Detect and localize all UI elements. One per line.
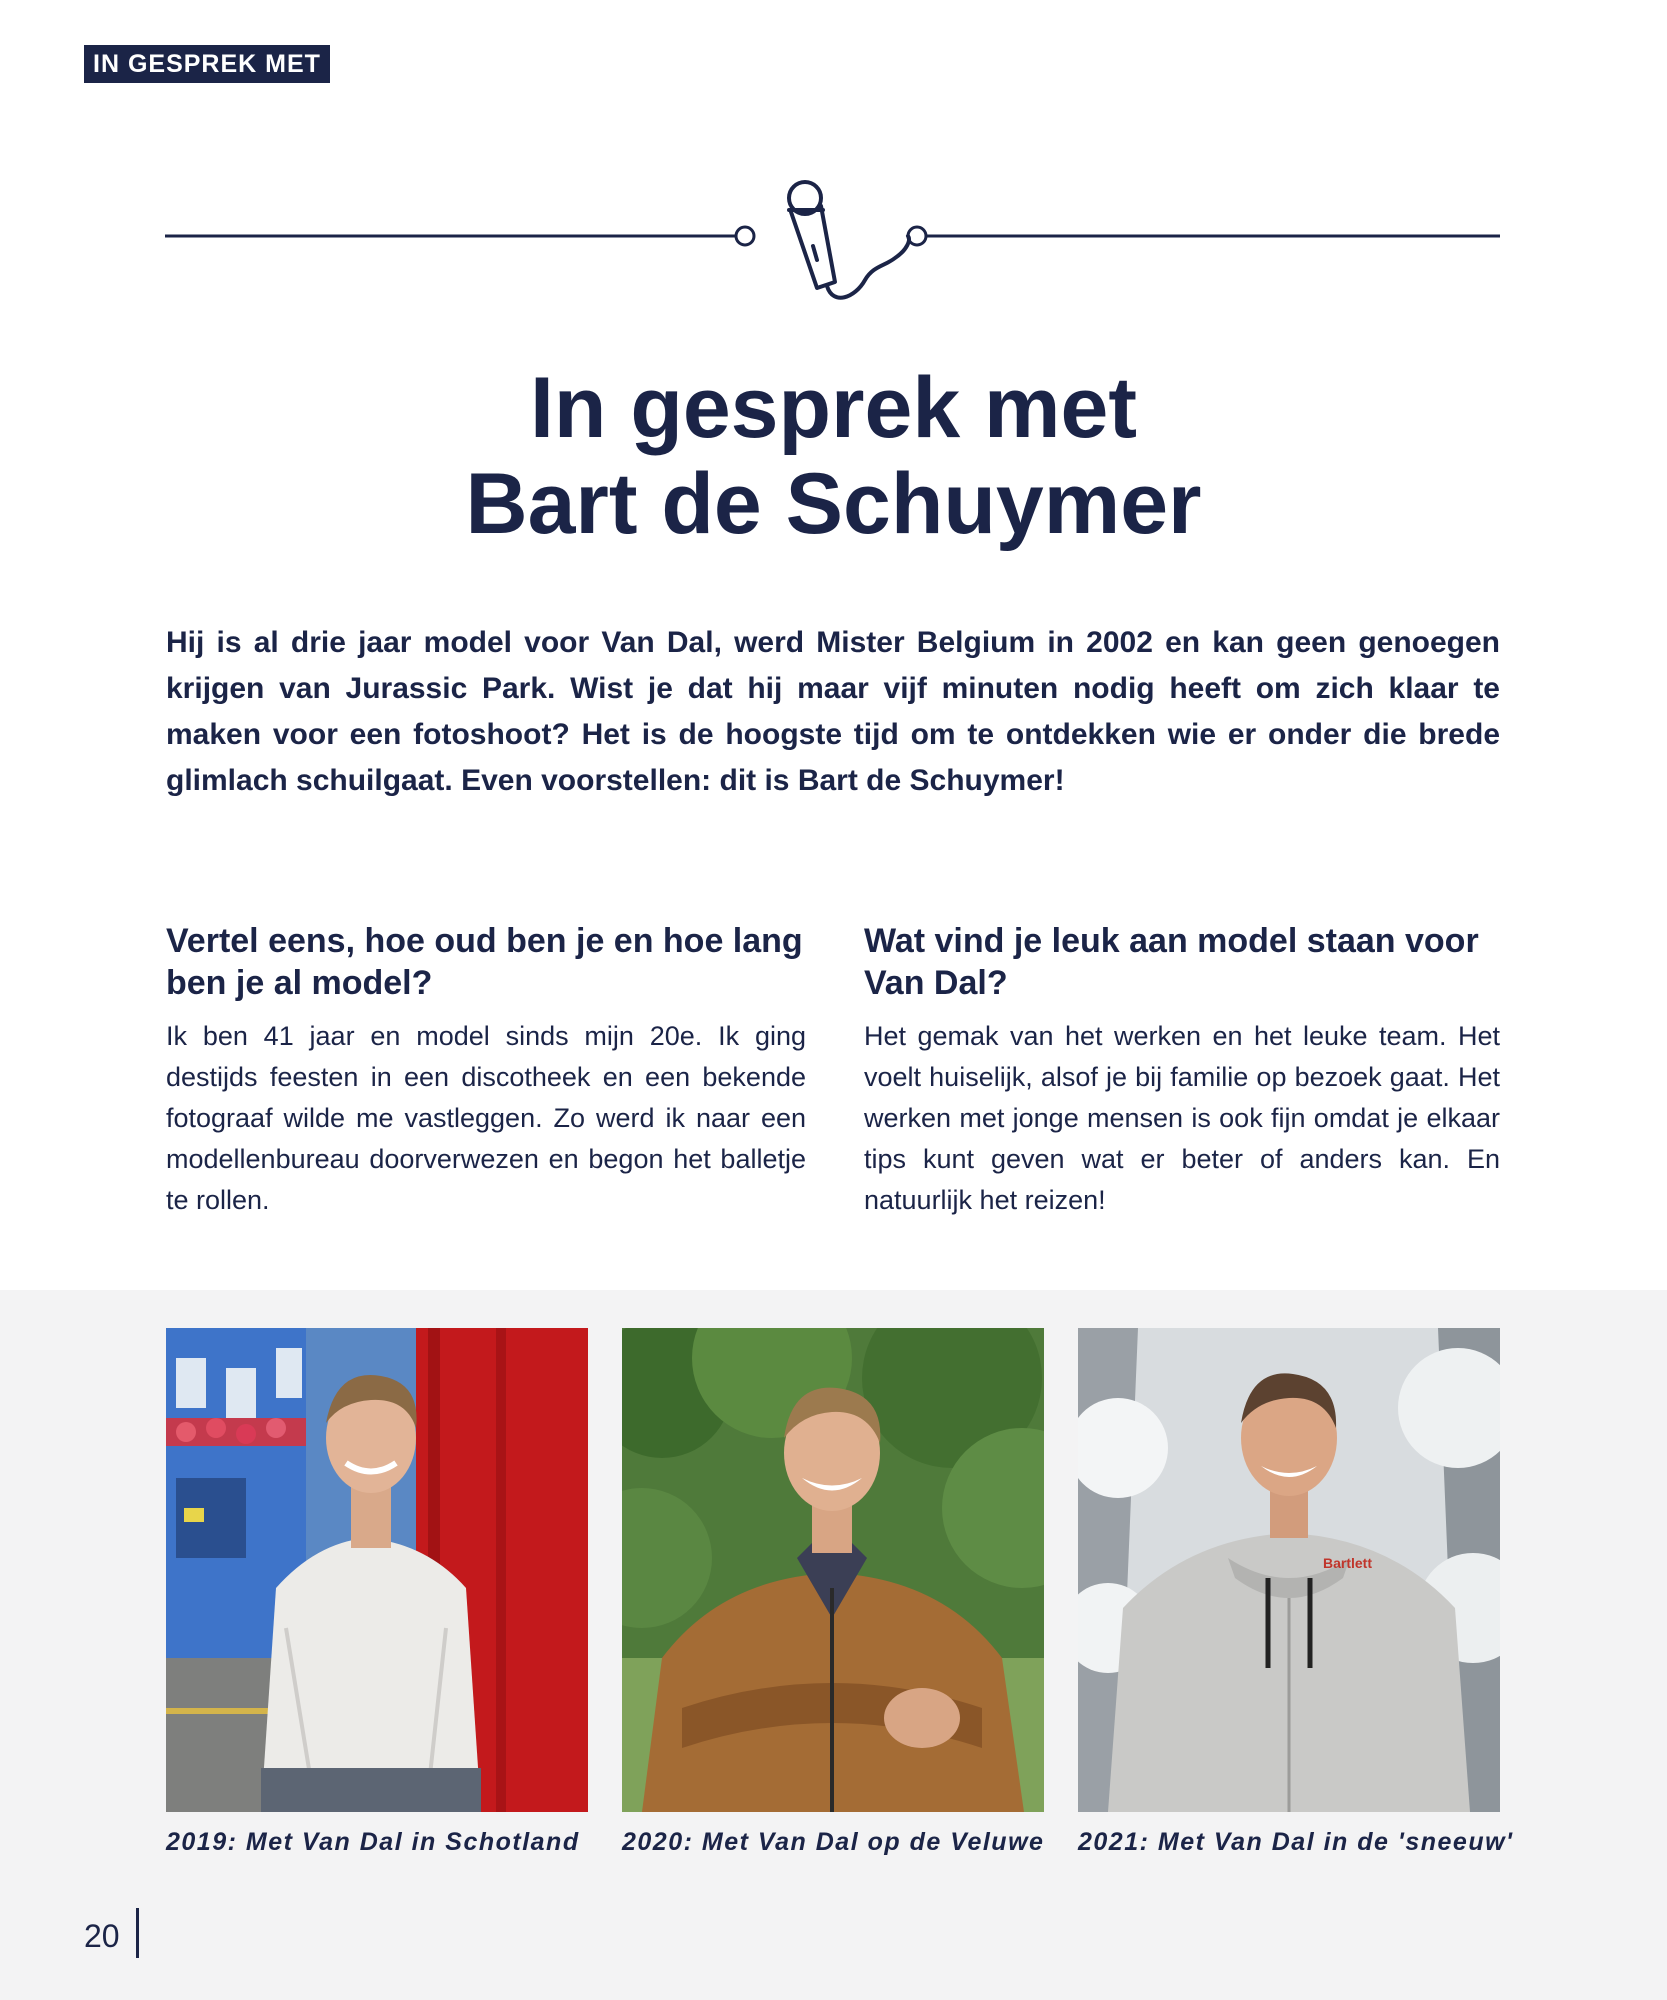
photo-2019 [166, 1328, 588, 1812]
question-block-1 [166, 920, 806, 1221]
microphone-divider [165, 170, 1500, 320]
title-line-1: In gesprek met [530, 360, 1137, 456]
question-block-2 [864, 920, 1500, 1221]
question-heading: Vertel eens, hoe oud ben je en hoe lang ben je al model? [166, 922, 803, 1002]
page-number-divider [136, 1908, 139, 1958]
photo-card-2019 [166, 1328, 588, 1857]
photo-card-2021 [1078, 1328, 1514, 1857]
photo-card-2020 [622, 1328, 1044, 1857]
intro-paragraph: Hij is al drie jaar model voor Van Dal, werd Mister Belgium in 2002 en kan geen genoegen krijgen van Jurassic Park. Wist je dat hij maar vijf minuten nodig heeft om zich klaar te maken voor een fotoshoot? Het is de hoogste tijd om te ontdekken wie er onder die brede glimlach schuilgaat. Even voorstellen: dit is Bart de Schuymer! [166, 626, 1500, 797]
photo-caption: 2021: Met Van Dal in de 'sneeuw' [1078, 1828, 1514, 1856]
section-label: IN GESPREK MET [84, 45, 330, 83]
photo-caption: 2019: Met Van Dal in Schotland [166, 1828, 580, 1856]
answer-text: Het gemak van het werken en het leuke team. Het voelt huiselijk, alsof je bij familie op bezoek gaat. Het werken met jonge mensen is ook fijn omdat je elkaar tips kunt geven wat er beter of anders kan. En natuurlijk het reizen! [864, 1021, 1500, 1215]
photo-2021 [1078, 1328, 1500, 1812]
title-line-2: Bart de Schuymer [465, 456, 1202, 552]
question-heading: Wat vind je leuk aan model staan voor Van Dal? [864, 922, 1479, 1002]
answer-text: Ik ben 41 jaar en model sinds mijn 20e. Ik ging destijds feesten in een discotheek en een bekende fotograaf wilde me vastleggen. Zo werd ik naar een modellenbureau doorverwezen en begon het balletje te rollen. [166, 1021, 806, 1215]
microphone-icon [789, 182, 909, 298]
photo-2020 [622, 1328, 1044, 1812]
hoodie-logo: Bartlett [1323, 1555, 1373, 1571]
page-number: 20 [84, 1918, 120, 1954]
page-title [0, 360, 1667, 552]
photo-caption: 2020: Met Van Dal op de Veluwe [622, 1828, 1045, 1856]
